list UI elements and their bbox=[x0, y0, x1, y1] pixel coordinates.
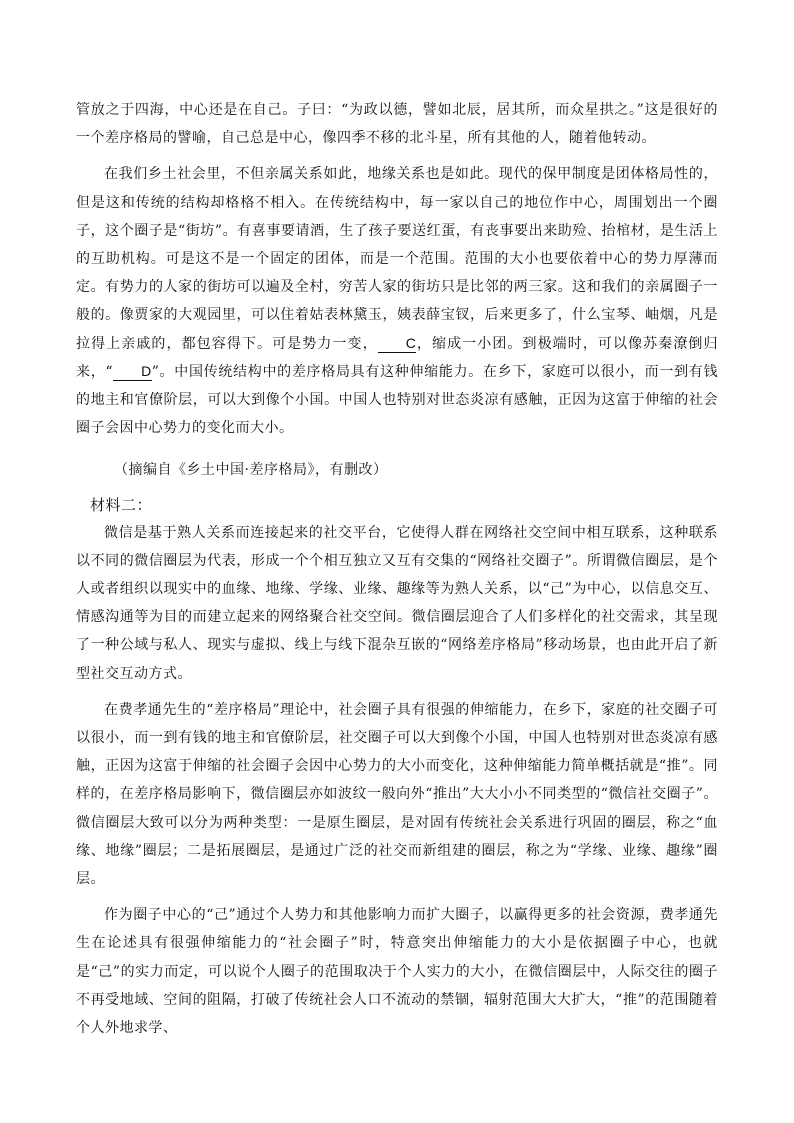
paragraph-2-middle: ，缩成一小团。到极端时，可以像苏秦潦倒归来，“ bbox=[76, 335, 718, 380]
material-two-label: 材料二： bbox=[90, 495, 153, 514]
blank-answer-c: C bbox=[378, 334, 417, 353]
document-body bbox=[76, 96, 718, 1042]
paragraph-5: 作为圈子中心的“己”通过个人势力和其他影响力而扩大圈子，以赢得更多的社会资源，费孝通先生在论述具有很强伸缩能力的“社会圈子”时，特意突出伸缩能力的大小是依据圈子中心，也就是“己”的实力而定，可以说个人圈子的范围取决于个人实力的大小，在微信圈层中，人际交往的圈子不再受地域、空间的阻隔，打破了传统社会人口不流动的禁锢，辐射范围大大扩大，“推”的范围随着个人外地求学、 bbox=[76, 907, 718, 1037]
source-citation: （摘编自《乡土中国·差序格局》，有删改） bbox=[114, 462, 388, 479]
paragraph-2-start: 在我们乡土社会里，不但亲属关系如此，地缘关系也是如此。现代的保甲制度是团体格局性的，但是这和传统的结构却格格不相入。在传统结构中，每一家以自己的地位作中心，周围划出一个圈子，这个圈子是“街坊”。有喜事要请酒，生了孩子要送红蛋，有丧事要出来助殓、抬棺材，是生活上的互助机构。可是这不是一个固定的团体，而是一个范围。范围的大小也要依着中心的势力厚薄而定。有势力的人家的街坊可以遍及全村，穷苦人家的街坊只是比邻的两三家。这和我们的亲属圈子一般的。像贾家的大观园里，可以住着姑表林黛玉，姨表薛宝钗，后来更多了，什么宝琴、岫烟，凡是拉得上亲戚的，都包容得下。可是势力一变， bbox=[76, 166, 718, 352]
paragraph-4: 在费孝通先生的“差序格局”理论中，社会圈子具有很强的伸缩能力，在乡下，家庭的社交圈子可以很小，而一到有钱的地主和官僚阶层，社交圈子可以大到像个小国，中国人也特别对世态炎凉有感触，正因为这富于伸缩的社会圈子会因中心势力的大小而变化，这种伸缩能力简单概括就是“推”。同样的，在差序格局影响下，微信圈层亦如波纹一般向外“推出”大大小小不同类型的“微信社交圈子”。微信圈层大致可以分为两种类型：一是原生圈层，是对固有传统社会关系进行巩固的圈层，称之“血缘、地缘”圈层；二是拓展圈层，是通过广泛的社交而新组建的圈层，称之为“学缘、业缘、趣缘”圈层。 bbox=[76, 701, 718, 888]
blank-answer-d: D bbox=[113, 362, 152, 381]
paragraph-3: 微信是基于熟人关系而连接起来的社交平台，它使得人群在网络社交空间中相互联系，这种联系以不同的微信圈层为代表，形成一个个相互独立又互有交集的“网络社交圈子”。所谓微信圈层，是个人或者组织以现实中的血缘、地缘、学缘、业缘、趣缘等为熟人关系，以“己”为中心，以信息交互、情感沟通等为目的而建立起来的网络聚合社交空间。微信圈层迎合了人们多样化的社交需求，其呈现了一种公域与私人、现实与虚拟、线上与线下混杂互嵌的“网络差序格局”移动场景，也由此开启了新型社交互动方式。 bbox=[76, 524, 718, 682]
paragraph-1: 管放之于四海，中心还是在自己。子曰：“为政以德，譬如北辰，居其所，而众星拱之。”这是很好的一个差序格局的譬喻，自己总是中心，像四季不移的北斗星，所有其他的人，随着他转动。 bbox=[76, 102, 718, 147]
paragraph-2 bbox=[76, 160, 718, 442]
paragraph-2-end: ”。中国传统结构中的差序格局具有这种伸缩能力。在乡下，家庭可以很小，而一到有钱的地主和官僚阶层，可以大到像个小国。中国人也特别对世态炎凉有感触，正因为这富于伸缩的社会圈子会因中心势力的变化而大小。 bbox=[76, 363, 718, 437]
